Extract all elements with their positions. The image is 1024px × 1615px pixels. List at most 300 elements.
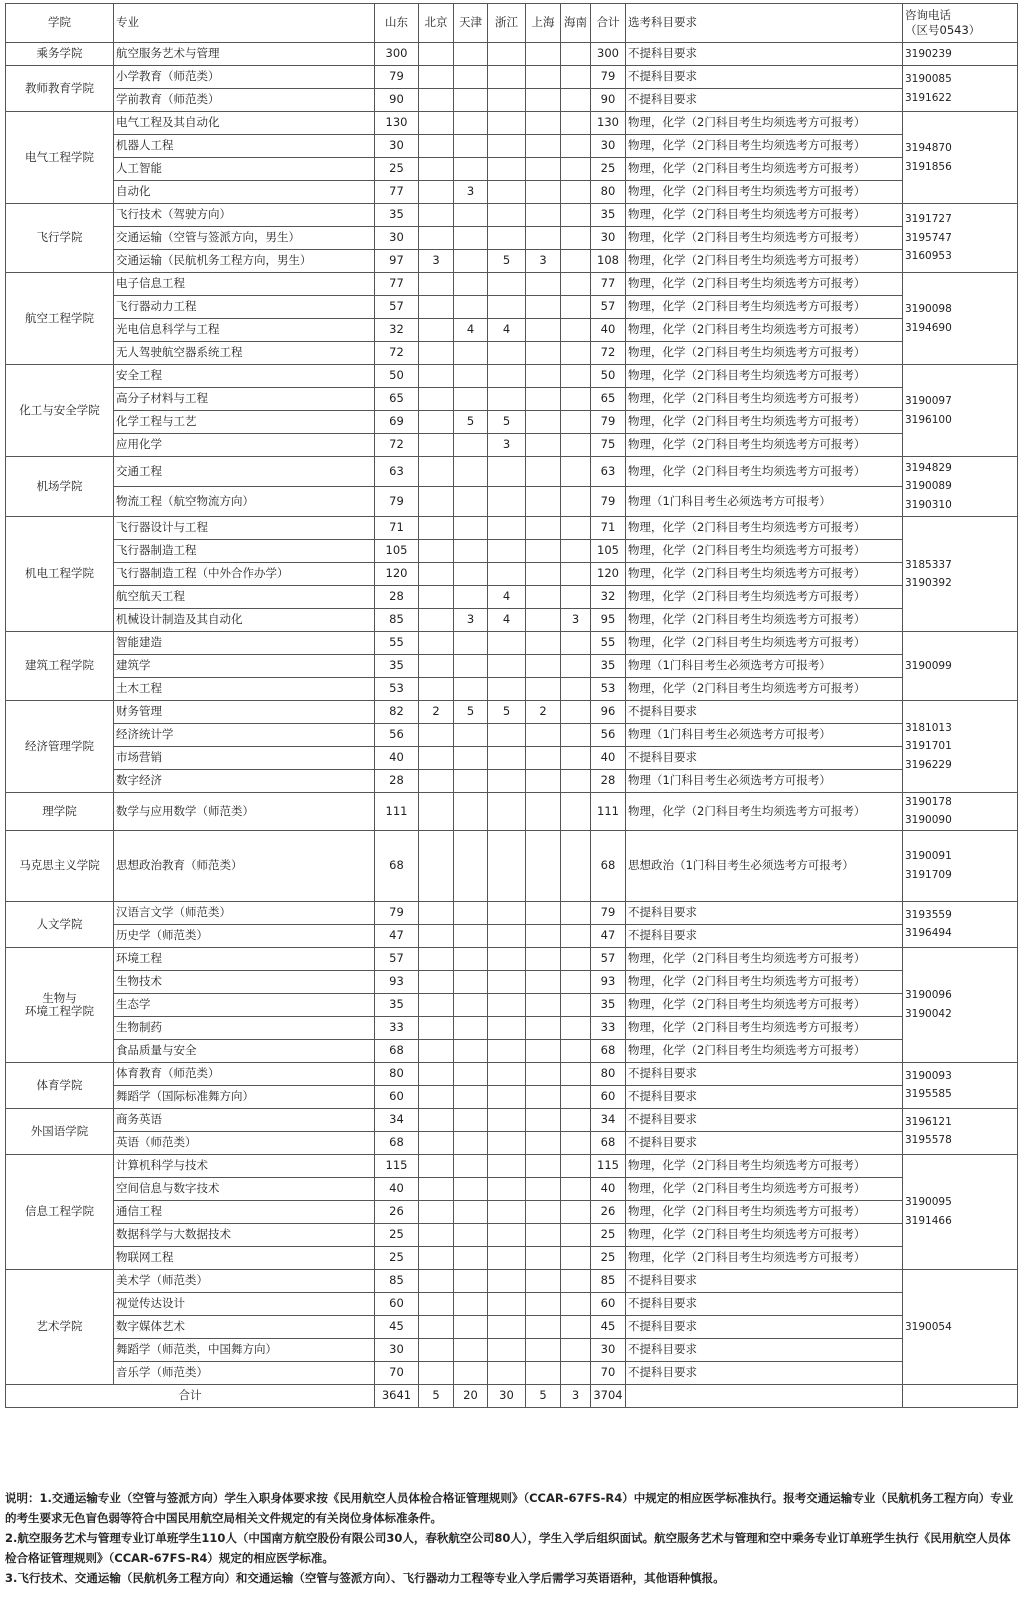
- province-count-cell: 3: [454, 181, 488, 204]
- total-cell: 30: [591, 1338, 626, 1361]
- province-count-cell: [526, 1177, 561, 1200]
- province-count-cell: [454, 970, 488, 993]
- major-cell: 航空航天工程: [114, 586, 375, 609]
- province-count-cell: 111: [375, 793, 419, 831]
- phone-number: 3190054: [905, 1320, 952, 1333]
- total-cell: 60: [591, 1085, 626, 1108]
- province-count-cell: 30: [375, 1338, 419, 1361]
- phone-cell: [903, 517, 1018, 632]
- province-count-cell: [561, 770, 591, 793]
- province-count-cell: [526, 135, 561, 158]
- province-count-cell: 55: [375, 632, 419, 655]
- table-row: [6, 319, 1018, 342]
- major-cell: 商务英语: [114, 1108, 375, 1131]
- subject-requirement-cell: 物理，化学（2门科目考生均须选考方可报考）: [626, 273, 903, 296]
- major-cell: 计算机科学与技术: [114, 1154, 375, 1177]
- province-count-cell: 28: [375, 770, 419, 793]
- major-cell: 财务管理: [114, 701, 375, 724]
- table-row: [6, 517, 1018, 540]
- total-cell: 68: [591, 1131, 626, 1154]
- phone-number: 3190178: [905, 796, 952, 808]
- province-count-cell: [488, 770, 526, 793]
- college-cell: 人文学院: [6, 901, 114, 947]
- total-cell: 40: [591, 319, 626, 342]
- province-count-cell: 69: [375, 411, 419, 434]
- province-count-cell: [419, 1315, 454, 1338]
- subject-requirement-cell: 物理，化学（2门科目考生均须选考方可报考）: [626, 586, 903, 609]
- province-count-cell: [561, 411, 591, 434]
- province-count-cell: [419, 924, 454, 947]
- table-row: [6, 632, 1018, 655]
- province-count-cell: [561, 1361, 591, 1384]
- total-cell: 71: [591, 517, 626, 540]
- major-cell: 交通运输（空管与签派方向，男生）: [114, 227, 375, 250]
- province-count-cell: [526, 1154, 561, 1177]
- total-cell: 47: [591, 924, 626, 947]
- college-cell: 理学院: [6, 793, 114, 831]
- province-count-cell: [561, 1085, 591, 1108]
- province-count-cell: [488, 1062, 526, 1085]
- major-cell: 数字媒体艺术: [114, 1315, 375, 1338]
- enrollment-table: [5, 3, 1018, 1408]
- table-row: [6, 66, 1018, 89]
- province-count-cell: [561, 135, 591, 158]
- table-row: [6, 89, 1018, 112]
- subject-requirement-cell: 物理，化学（2门科目考生均须选考方可报考）: [626, 227, 903, 250]
- province-count-cell: [488, 112, 526, 135]
- phone-number: 3196100: [905, 413, 952, 426]
- total-cell: 30: [591, 227, 626, 250]
- phone-number: 3191466: [905, 1214, 952, 1227]
- province-count-cell: [419, 365, 454, 388]
- major-cell: 环境工程: [114, 947, 375, 970]
- major-cell: 物联网工程: [114, 1246, 375, 1269]
- province-count-cell: [419, 319, 454, 342]
- province-count-cell: [419, 181, 454, 204]
- college-cell: 教师教育学院: [6, 66, 114, 112]
- province-count-cell: 72: [375, 342, 419, 365]
- phone-cell: [903, 43, 1018, 66]
- total-cell: 25: [591, 1223, 626, 1246]
- province-count-cell: [419, 632, 454, 655]
- province-count-cell: [419, 66, 454, 89]
- province-count-cell: [488, 487, 526, 517]
- province-count-cell: [526, 678, 561, 701]
- province-count-cell: [419, 1085, 454, 1108]
- province-count-cell: [561, 1039, 591, 1062]
- province-count-cell: [526, 830, 561, 901]
- province-count-cell: [561, 342, 591, 365]
- province-count-cell: [488, 993, 526, 1016]
- province-count-cell: [526, 158, 561, 181]
- table-row: [6, 678, 1018, 701]
- phone-cell: [903, 66, 1018, 112]
- province-count-cell: [454, 1269, 488, 1292]
- province-count-cell: 85: [375, 609, 419, 632]
- province-count-cell: [454, 1338, 488, 1361]
- college-cell: 经济管理学院: [6, 701, 114, 793]
- subject-requirement-cell: 物理（1门科目考生必须选考方可报考）: [626, 770, 903, 793]
- phone-number: 3191856: [905, 160, 952, 173]
- province-count-cell: 71: [375, 517, 419, 540]
- province-count-cell: [454, 1223, 488, 1246]
- province-count-cell: [526, 1200, 561, 1223]
- province-count-cell: [488, 296, 526, 319]
- province-count-cell: [419, 678, 454, 701]
- province-count-cell: [526, 901, 561, 924]
- total-cell: 108: [591, 250, 626, 273]
- province-count-cell: [526, 411, 561, 434]
- province-count-cell: [454, 830, 488, 901]
- province-count-cell: 57: [375, 296, 419, 319]
- grand-total-count: 5: [419, 1384, 454, 1407]
- header-phone-areacode: （区号0543）: [905, 23, 981, 37]
- province-count-cell: 60: [375, 1085, 419, 1108]
- total-cell: 35: [591, 204, 626, 227]
- province-count-cell: [419, 724, 454, 747]
- major-cell: 音乐学（师范类）: [114, 1361, 375, 1384]
- province-count-cell: [561, 517, 591, 540]
- province-count-cell: [454, 678, 488, 701]
- table-row: [6, 830, 1018, 901]
- college-cell: 机电工程学院: [6, 517, 114, 632]
- province-count-cell: [488, 655, 526, 678]
- province-count-cell: [419, 1200, 454, 1223]
- total-cell: 28: [591, 770, 626, 793]
- header-total: 合计: [591, 4, 626, 43]
- subject-requirement-cell: 物理，化学（2门科目考生均须选考方可报考）: [626, 947, 903, 970]
- table-row: [6, 924, 1018, 947]
- province-count-cell: [488, 181, 526, 204]
- table-row: [6, 724, 1018, 747]
- total-cell: 95: [591, 609, 626, 632]
- province-count-cell: [419, 586, 454, 609]
- phone-cell: [903, 793, 1018, 831]
- total-cell: 63: [591, 457, 626, 487]
- province-count-cell: 32: [375, 319, 419, 342]
- subject-requirement-cell: 不提科目要求: [626, 1292, 903, 1315]
- major-cell: 飞行器动力工程: [114, 296, 375, 319]
- table-row: [6, 1131, 1018, 1154]
- major-cell: 美术学（师范类）: [114, 1269, 375, 1292]
- province-count-cell: 4: [488, 319, 526, 342]
- province-count-cell: [419, 563, 454, 586]
- phone-number: 3160953: [905, 250, 952, 263]
- grand-total-count: 3: [561, 1384, 591, 1407]
- province-count-cell: [526, 273, 561, 296]
- total-cell: 68: [591, 1039, 626, 1062]
- province-count-cell: 105: [375, 540, 419, 563]
- total-cell: 115: [591, 1154, 626, 1177]
- total-cell: 72: [591, 342, 626, 365]
- province-count-cell: [526, 1108, 561, 1131]
- major-cell: 交通工程: [114, 457, 375, 487]
- subject-requirement-cell: 物理，化学（2门科目考生均须选考方可报考）: [626, 181, 903, 204]
- phone-number: 3195585: [905, 1088, 952, 1101]
- total-cell: 96: [591, 701, 626, 724]
- total-row: [6, 1384, 1018, 1407]
- province-count-cell: [561, 970, 591, 993]
- province-count-cell: [488, 517, 526, 540]
- province-count-cell: [561, 227, 591, 250]
- province-count-cell: 34: [375, 1108, 419, 1131]
- table-row: [6, 1223, 1018, 1246]
- phone-number: 3196121: [905, 1115, 952, 1128]
- province-count-cell: [488, 1246, 526, 1269]
- province-count-cell: 63: [375, 457, 419, 487]
- province-count-cell: [454, 1085, 488, 1108]
- province-count-cell: [488, 678, 526, 701]
- table-body: [6, 43, 1018, 1385]
- province-count-cell: 35: [375, 655, 419, 678]
- phone-number: 3191701: [905, 740, 952, 753]
- province-count-cell: [561, 947, 591, 970]
- province-count-cell: 40: [375, 1177, 419, 1200]
- grand-total-count: 20: [454, 1384, 488, 1407]
- province-count-cell: [526, 947, 561, 970]
- subject-requirement-cell: 不提科目要求: [626, 901, 903, 924]
- subject-requirement-cell: 物理，化学（2门科目考生均须选考方可报考）: [626, 609, 903, 632]
- province-count-cell: [526, 89, 561, 112]
- province-count-cell: [419, 1016, 454, 1039]
- province-count-cell: [561, 66, 591, 89]
- province-count-cell: [488, 724, 526, 747]
- total-cell: 80: [591, 1062, 626, 1085]
- province-count-cell: [488, 273, 526, 296]
- subject-requirement-cell: 物理，化学（2门科目考生均须选考方可报考）: [626, 204, 903, 227]
- note-item: 2.航空服务艺术与管理专业订单班学生110人（中国南方航空股份有限公司30人，春秋航空公司80人），学生入学后组织面试。航空服务艺术与管理和空中乘务专业订单班学生执行《民用航空人员体检合格证管理规则》（CCAR-67FS-R4）规定的相应医学标准。: [5, 1531, 1011, 1565]
- province-count-cell: [561, 204, 591, 227]
- phone-number: 3190310: [905, 498, 952, 511]
- major-cell: 人工智能: [114, 158, 375, 181]
- total-cell: 60: [591, 1292, 626, 1315]
- province-count-cell: [454, 724, 488, 747]
- table-row: [6, 342, 1018, 365]
- phone-number: 3190096: [905, 989, 952, 1002]
- table-row: [6, 947, 1018, 970]
- province-count-cell: 300: [375, 43, 419, 66]
- province-count-cell: [561, 158, 591, 181]
- total-cell: 57: [591, 947, 626, 970]
- province-count-cell: [488, 388, 526, 411]
- subject-requirement-cell: 物理，化学（2门科目考生均须选考方可报考）: [626, 135, 903, 158]
- total-cell: 79: [591, 901, 626, 924]
- college-cell: [6, 947, 114, 1062]
- province-count-cell: [419, 1223, 454, 1246]
- phone-cell: [903, 632, 1018, 701]
- province-count-cell: [488, 1154, 526, 1177]
- subject-requirement-cell: 物理，化学（2门科目考生均须选考方可报考）: [626, 112, 903, 135]
- province-count-cell: [526, 924, 561, 947]
- subject-requirement-cell: 物理（1门科目考生必须选考方可报考）: [626, 724, 903, 747]
- province-count-cell: 4: [454, 319, 488, 342]
- phone-cell: [903, 947, 1018, 1062]
- province-count-cell: [526, 319, 561, 342]
- province-count-cell: [419, 770, 454, 793]
- province-count-cell: [526, 112, 561, 135]
- table-row: [6, 135, 1018, 158]
- table-row: [6, 970, 1018, 993]
- province-count-cell: [561, 1338, 591, 1361]
- province-count-cell: [488, 924, 526, 947]
- phone-cell: [903, 701, 1018, 793]
- subject-requirement-cell: 物理，化学（2门科目考生均须选考方可报考）: [626, 319, 903, 342]
- table-row: [6, 586, 1018, 609]
- province-count-cell: 82: [375, 701, 419, 724]
- total-cell: 68: [591, 830, 626, 901]
- college-cell: 艺术学院: [6, 1269, 114, 1384]
- province-count-cell: [419, 830, 454, 901]
- major-cell: 思想政治教育（师范类）: [114, 830, 375, 901]
- total-cell: 45: [591, 1315, 626, 1338]
- province-count-cell: [454, 273, 488, 296]
- province-count-cell: [526, 563, 561, 586]
- province-count-cell: [561, 457, 591, 487]
- province-count-cell: [454, 43, 488, 66]
- province-count-cell: [561, 89, 591, 112]
- total-cell: 33: [591, 1016, 626, 1039]
- province-count-cell: [454, 993, 488, 1016]
- province-count-cell: 57: [375, 947, 419, 970]
- province-count-cell: [526, 993, 561, 1016]
- province-count-cell: 79: [375, 487, 419, 517]
- college-cell: 体育学院: [6, 1062, 114, 1108]
- province-count-cell: 60: [375, 1292, 419, 1315]
- total-cell: 50: [591, 365, 626, 388]
- province-count-cell: [526, 1361, 561, 1384]
- province-count-cell: [561, 181, 591, 204]
- province-count-cell: [526, 66, 561, 89]
- total-cell: 120: [591, 563, 626, 586]
- phone-number: 3190392: [905, 577, 952, 589]
- subject-requirement-cell: 不提科目要求: [626, 66, 903, 89]
- province-count-cell: [561, 1246, 591, 1269]
- province-count-cell: [488, 342, 526, 365]
- province-count-cell: [488, 135, 526, 158]
- province-count-cell: [419, 1131, 454, 1154]
- college-name-line: 环境工程学院: [25, 1003, 94, 1018]
- province-count-cell: 35: [375, 204, 419, 227]
- subject-requirement-cell: 物理，化学（2门科目考生均须选考方可报考）: [626, 411, 903, 434]
- province-count-cell: [488, 1200, 526, 1223]
- province-count-cell: [526, 181, 561, 204]
- province-count-cell: 40: [375, 747, 419, 770]
- province-count-cell: [561, 1016, 591, 1039]
- province-count-cell: 3: [561, 609, 591, 632]
- major-cell: 土木工程: [114, 678, 375, 701]
- province-count-cell: [561, 1315, 591, 1338]
- table-row: [6, 1062, 1018, 1085]
- province-count-cell: [454, 487, 488, 517]
- province-count-cell: 5: [488, 701, 526, 724]
- phone-number: 3190099: [905, 659, 952, 672]
- province-count-cell: [488, 1223, 526, 1246]
- province-count-cell: [419, 296, 454, 319]
- header-phone-title: 咨询电话: [905, 8, 951, 23]
- table-row: [6, 1361, 1018, 1384]
- province-count-cell: [419, 487, 454, 517]
- table-row: [6, 901, 1018, 924]
- table-row: [6, 487, 1018, 517]
- total-cell: 53: [591, 678, 626, 701]
- province-count-cell: [488, 540, 526, 563]
- table-row: [6, 1338, 1018, 1361]
- table-row: [6, 609, 1018, 632]
- province-count-cell: 68: [375, 1131, 419, 1154]
- province-count-cell: [526, 227, 561, 250]
- college-cell: 马克思主义学院: [6, 830, 114, 901]
- subject-requirement-cell: 不提科目要求: [626, 701, 903, 724]
- table-row: [6, 1085, 1018, 1108]
- province-count-cell: [454, 1177, 488, 1200]
- phone-number: 3190239: [905, 47, 952, 60]
- province-count-cell: [454, 1292, 488, 1315]
- province-count-cell: 90: [375, 89, 419, 112]
- province-count-cell: [454, 66, 488, 89]
- phone-cell: [903, 112, 1018, 204]
- province-count-cell: [419, 793, 454, 831]
- province-count-cell: [419, 388, 454, 411]
- province-count-cell: [488, 747, 526, 770]
- province-count-cell: [488, 1269, 526, 1292]
- province-count-cell: 85: [375, 1269, 419, 1292]
- province-count-cell: [526, 724, 561, 747]
- major-cell: 空间信息与数字技术: [114, 1177, 375, 1200]
- province-count-cell: 65: [375, 388, 419, 411]
- province-count-cell: [526, 1223, 561, 1246]
- table-row: [6, 296, 1018, 319]
- province-count-cell: [526, 434, 561, 457]
- table-row: [6, 701, 1018, 724]
- total-cell: 34: [591, 1108, 626, 1131]
- major-cell: 电气工程及其自动化: [114, 112, 375, 135]
- subject-requirement-cell: 物理，化学（2门科目考生均须选考方可报考）: [626, 1177, 903, 1200]
- subject-requirement-cell: 物理，化学（2门科目考生均须选考方可报考）: [626, 632, 903, 655]
- table-row: [6, 1315, 1018, 1338]
- phone-cell: [903, 1108, 1018, 1154]
- province-count-cell: [526, 388, 561, 411]
- province-count-cell: [526, 1292, 561, 1315]
- province-count-cell: 45: [375, 1315, 419, 1338]
- total-cell: 80: [591, 181, 626, 204]
- subject-requirement-cell: 物理，化学（2门科目考生均须选考方可报考）: [626, 342, 903, 365]
- subject-requirement-cell: 不提科目要求: [626, 1315, 903, 1338]
- province-count-cell: [454, 1361, 488, 1384]
- grand-total-empty: [626, 1384, 903, 1407]
- subject-requirement-cell: 物理，化学（2门科目考生均须选考方可报考）: [626, 1154, 903, 1177]
- phone-number: 3191709: [905, 868, 952, 881]
- table-row: [6, 227, 1018, 250]
- province-count-cell: 115: [375, 1154, 419, 1177]
- phone-number: 3196229: [905, 758, 952, 771]
- province-count-cell: [488, 1338, 526, 1361]
- phone-number: 3196494: [905, 927, 952, 940]
- subject-requirement-cell: 物理，化学（2门科目考生均须选考方可报考）: [626, 1223, 903, 1246]
- province-count-cell: [454, 158, 488, 181]
- subject-requirement-cell: 物理，化学（2门科目考生均须选考方可报考）: [626, 158, 903, 181]
- total-cell: 300: [591, 43, 626, 66]
- subject-requirement-cell: 物理，化学（2门科目考生均须选考方可报考）: [626, 678, 903, 701]
- province-count-cell: [419, 158, 454, 181]
- subject-requirement-cell: 不提科目要求: [626, 1085, 903, 1108]
- subject-requirement-cell: 不提科目要求: [626, 924, 903, 947]
- province-count-cell: 4: [488, 586, 526, 609]
- total-cell: 56: [591, 724, 626, 747]
- subject-requirement-cell: 物理，化学（2门科目考生均须选考方可报考）: [626, 540, 903, 563]
- province-count-cell: [419, 135, 454, 158]
- province-count-cell: [488, 1085, 526, 1108]
- province-count-cell: 70: [375, 1361, 419, 1384]
